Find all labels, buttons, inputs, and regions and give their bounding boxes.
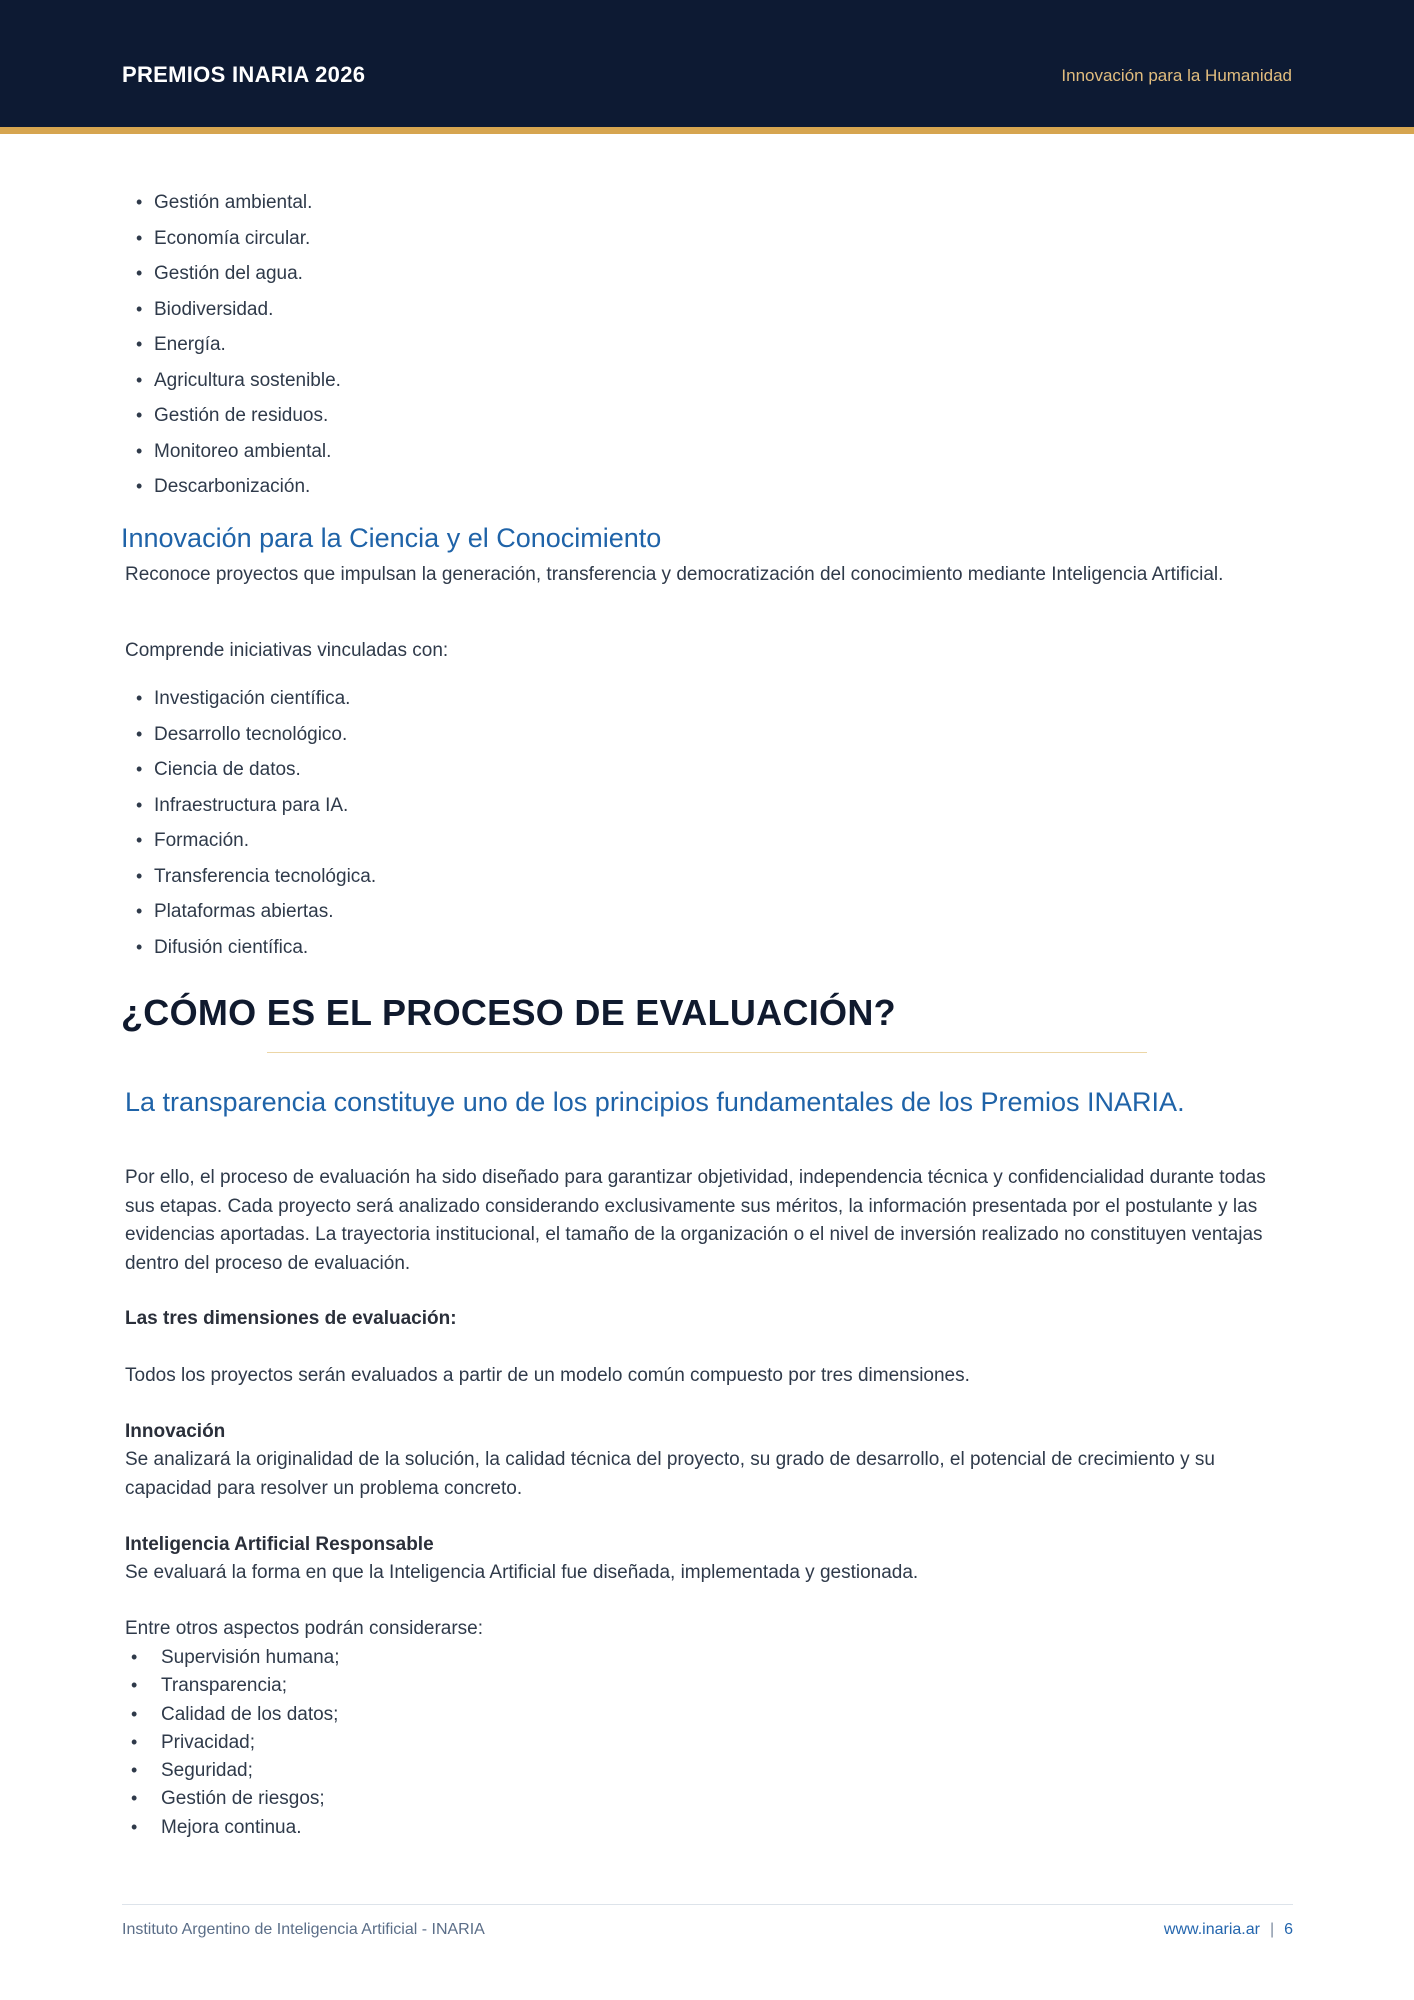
science-list xyxy=(136,681,376,965)
bullet-icon: • xyxy=(131,1647,138,1667)
list-item: • Gestión de residuos. xyxy=(136,398,341,434)
list-item: • Difusión científica. xyxy=(136,930,376,966)
list-item: • Agricultura sostenible. xyxy=(136,363,341,399)
bullet-icon: • xyxy=(131,1731,138,1752)
list-item: • Gestión del agua. xyxy=(136,256,341,292)
bullet-icon: • xyxy=(136,405,143,425)
list-item: • Energía. xyxy=(136,327,341,363)
responsible-ai-text: Se evaluará la forma en que la Inteligencia Artificial fue diseñada, implementada y gestionada. xyxy=(125,1562,919,1583)
list-item: • Ciencia de datos. xyxy=(136,752,376,788)
bullet-icon: • xyxy=(136,334,143,354)
bullet-icon: • xyxy=(136,192,143,212)
list-item: • Privacidad; xyxy=(131,1728,340,1756)
bullet-icon: • xyxy=(136,759,143,779)
list-item: • Biodiversidad. xyxy=(136,292,341,328)
list-item: • Seguridad; xyxy=(131,1756,340,1784)
evaluation-paragraph: Por ello, el proceso de evaluación ha sido diseñado para garantizar objetividad, independencia técnica y confidencialidad durante todas sus etapas. Cada proyecto será analizado considerando exclusivamente sus méritos, la información presentada por el postulante y las evidencias aportadas. La trayectoria institucional, el tamaño de la organización o el nivel de inversión realizado no constituyen ventajas dentro del proceso de evaluación. xyxy=(125,1167,1266,1274)
bullet-icon: • xyxy=(136,794,143,815)
bullet-icon: • xyxy=(136,723,143,744)
list-item: • Monitoreo ambiental. xyxy=(136,434,341,470)
page-number: 6 xyxy=(1284,1921,1293,1938)
list-item: • Descarbonización. xyxy=(136,469,341,505)
bullet-icon: • xyxy=(131,1788,138,1809)
innovation-text: Se analizará la originalidad de la solución, la calidad técnica del proyecto, su grado de desarrollo, el potencial de crecimiento y su capacidad para resolver un problema concreto. xyxy=(125,1449,1215,1499)
bullet-icon: • xyxy=(136,936,143,957)
list-item: • Transferencia tecnológica. xyxy=(136,859,376,895)
environment-list xyxy=(136,185,341,505)
list-item: • Gestión ambiental. xyxy=(136,185,341,221)
list-item: • Mejora continua. xyxy=(131,1813,340,1841)
bullet-icon: • xyxy=(136,830,143,850)
list-item: • Infraestructura para IA. xyxy=(136,788,376,824)
list-item: • Plataformas abiertas. xyxy=(136,894,376,930)
innovation-title: Innovación xyxy=(125,1421,226,1442)
dimensions-intro: Todos los proyectos serán evaluados a partir de un modelo común compuesto por tres dimensiones. xyxy=(125,1365,970,1386)
header-tagline: Innovación para la Humanidad xyxy=(1061,66,1292,85)
bullet-icon: • xyxy=(131,1703,138,1724)
list-item: • Investigación científica. xyxy=(136,681,376,717)
list-item: • Transparencia; xyxy=(131,1671,340,1699)
evaluation-heading: ¿CÓMO ES EL PROCESO DE EVALUACIÓN? xyxy=(121,992,896,1033)
bullet-icon: • xyxy=(136,865,143,886)
bullet-icon: • xyxy=(136,263,143,283)
header-title: PREMIOS INARIA 2026 xyxy=(122,62,366,87)
footer-right xyxy=(1164,1921,1293,1939)
aspects-intro: Entre otros aspectos podrán considerarse: xyxy=(125,1618,484,1639)
dimensions-title: Las tres dimensiones de evaluación: xyxy=(125,1308,457,1329)
responsible-ai-title: Inteligencia Artificial Responsable xyxy=(125,1534,434,1555)
bullet-icon: • xyxy=(131,1816,138,1837)
list-item: • Desarrollo tecnológico. xyxy=(136,717,376,753)
list-item: • Formación. xyxy=(136,823,376,859)
bullet-icon: • xyxy=(131,1760,138,1781)
bullet-icon: • xyxy=(136,688,143,708)
bullet-icon: • xyxy=(136,369,143,390)
aspects-list xyxy=(131,1643,340,1841)
science-heading: Innovación para la Ciencia y el Conocimiento xyxy=(121,523,662,553)
bullet-icon: • xyxy=(136,227,143,248)
footer-organization: Instituto Argentino de Inteligencia Artificial - INARIA xyxy=(122,1921,485,1938)
header-accent-bar xyxy=(0,127,1414,134)
bullet-icon: • xyxy=(136,440,143,461)
list-item: • Gestión de riesgos; xyxy=(131,1784,340,1812)
evaluation-subheading: La transparencia constituye uno de los principios fundamentales de los Premios INARIA. xyxy=(125,1087,1185,1117)
list-item: • Economía circular. xyxy=(136,221,341,257)
bullet-icon: • xyxy=(136,476,143,496)
bullet-icon: • xyxy=(136,901,143,921)
page-header xyxy=(0,0,1414,127)
bullet-icon: • xyxy=(136,298,143,319)
footer-divider xyxy=(122,1904,1293,1905)
footer-separator: | xyxy=(1269,1921,1275,1938)
list-item: • Calidad de los datos; xyxy=(131,1700,340,1728)
bullet-icon: • xyxy=(131,1675,138,1696)
science-intro: Comprende iniciativas vinculadas con: xyxy=(125,640,449,661)
footer-url-link[interactable]: www.inaria.ar xyxy=(1163,1921,1260,1938)
science-description: Reconoce proyectos que impulsan la generación, transferencia y democratización del conocimiento mediante Inteligencia Artificial. xyxy=(125,564,1224,585)
heading-divider xyxy=(267,1052,1147,1053)
list-item: • Supervisión humana; xyxy=(131,1643,340,1671)
